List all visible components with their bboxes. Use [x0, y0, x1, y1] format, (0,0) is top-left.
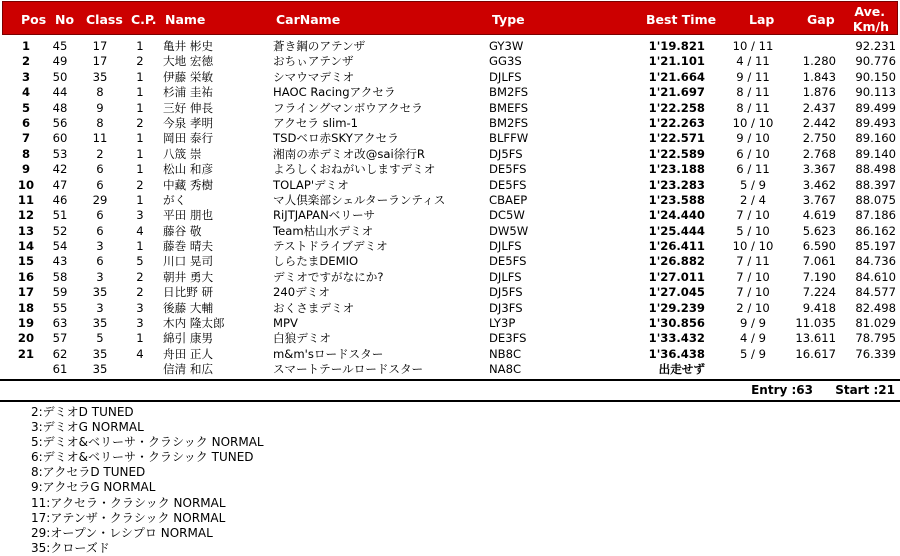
- cell-best: 1'23.283: [648, 177, 705, 192]
- start-count: Start :21: [835, 383, 895, 397]
- cell-cp: 1: [136, 131, 144, 146]
- cell-car: アクセラ slim-1: [273, 115, 359, 130]
- cell-pos: 21: [17, 346, 35, 361]
- cell-cp: 2: [136, 285, 144, 300]
- cell-class: 3: [96, 239, 104, 254]
- cell-gap: 9.418: [802, 300, 836, 315]
- cell-cp: 1: [136, 239, 144, 254]
- table-row: [0, 316, 900, 331]
- cell-gap: 3.767: [802, 192, 836, 207]
- cell-car: TSDベロ赤SKYアクセラ: [273, 131, 399, 146]
- table-row: [0, 239, 900, 254]
- cell-lap: 9 / 11: [736, 69, 770, 84]
- cell-gap: 11.035: [795, 316, 836, 331]
- cell-name: がく: [163, 192, 187, 207]
- cell-lap: 7 / 10: [736, 208, 770, 223]
- class-note: 9:アクセラG NORMAL: [31, 480, 156, 495]
- cell-lap: 10 / 10: [732, 115, 774, 130]
- cell-no: 47: [52, 177, 68, 192]
- cell-lap: 10 / 11: [732, 39, 774, 53]
- cell-car: おくさまデミオ: [273, 300, 355, 315]
- cell-car: 白狼デミオ: [273, 331, 331, 346]
- header-pos: Pos: [21, 12, 47, 27]
- class-legend: [31, 405, 264, 556]
- header-type: Type: [492, 12, 525, 27]
- cell-type: NA8C: [489, 362, 522, 377]
- cell-gap: 13.611: [795, 331, 836, 346]
- cell-type: NB8C: [489, 346, 522, 361]
- cell-ave: 89.493: [855, 115, 896, 130]
- cell-type: CBAEP: [489, 192, 528, 207]
- cell-no: 46: [52, 192, 68, 207]
- cell-name: 川口 晃司: [163, 254, 214, 269]
- cell-cp: 1: [136, 69, 144, 84]
- class-note: 29:オープン・レシプロ NORMAL: [31, 525, 213, 540]
- table-row: [0, 54, 900, 69]
- cell-name: 平田 朋也: [163, 208, 214, 223]
- cell-car: デミオですがなにか?: [273, 269, 384, 284]
- cell-car: MPV: [273, 316, 298, 331]
- cell-no: 61: [52, 362, 68, 377]
- cell-cp: 1: [136, 85, 144, 100]
- cell-best: 1'27.045: [648, 285, 705, 300]
- cell-class: 35: [92, 69, 108, 84]
- cell-gap: 2.437: [802, 100, 836, 115]
- cell-pos: 12: [17, 208, 35, 223]
- cell-lap: 5 / 9: [739, 177, 767, 192]
- table-row: [0, 147, 900, 162]
- cell-no: 54: [52, 239, 68, 254]
- cell-gap: 2.750: [802, 131, 836, 146]
- cell-type: BM2FS: [489, 115, 529, 130]
- table-row: [0, 347, 900, 362]
- cell-no: 43: [52, 254, 68, 269]
- cell-gap: 5.623: [802, 223, 836, 238]
- cell-name: 木内 隆太郎: [163, 316, 225, 331]
- cell-name: 今泉 孝明: [163, 115, 214, 130]
- cell-best: 出走せず: [658, 362, 705, 377]
- cell-name: 舟田 正人: [163, 346, 214, 361]
- cell-cp: 2: [136, 177, 144, 192]
- cell-class: 3: [96, 269, 104, 284]
- cell-class: 8: [96, 85, 104, 100]
- cell-no: 62: [52, 346, 68, 361]
- cell-car: おちぃアテンザ: [273, 54, 354, 69]
- cell-name: 日比野 研: [163, 285, 214, 300]
- table-row: [0, 116, 900, 131]
- cell-lap: 7 / 10: [736, 285, 770, 300]
- cell-cp: 1: [136, 331, 144, 346]
- table-row: [0, 101, 900, 116]
- header-best-time: Best Time: [646, 12, 717, 27]
- cell-pos: 3: [21, 69, 31, 84]
- cell-name: 松山 和彦: [163, 162, 214, 177]
- cell-name: 信清 和広: [163, 362, 214, 377]
- cell-ave: 92.231: [855, 39, 896, 53]
- cell-lap: 6 / 11: [736, 162, 770, 177]
- cell-car: スマートテールロードスター: [273, 362, 424, 377]
- cell-no: 49: [52, 54, 68, 69]
- cell-lap: 8 / 11: [736, 100, 770, 115]
- cell-lap: 5 / 10: [736, 223, 770, 238]
- table-row: [0, 39, 900, 54]
- cell-gap: 1.280: [802, 54, 836, 69]
- header-cp: C.P.: [131, 12, 157, 27]
- table-row: [0, 178, 900, 193]
- cell-gap: 3.462: [802, 177, 836, 192]
- cell-car: 240デミオ: [273, 285, 330, 300]
- cell-name: 亀井 彬史: [163, 39, 214, 53]
- class-note: 6:デミオ&ベリーサ・クラシック TUNED: [31, 450, 254, 465]
- cell-best: 1'26.882: [648, 254, 705, 269]
- cell-type: DJ5FS: [489, 285, 523, 300]
- cell-pos: 4: [21, 85, 31, 100]
- cell-name: 綿引 康男: [163, 331, 214, 346]
- cell-car: Team枯山水デミオ: [273, 223, 374, 238]
- cell-no: 60: [52, 131, 68, 146]
- cell-ave: 90.113: [855, 85, 896, 100]
- cell-type: DE3FS: [489, 331, 527, 346]
- cell-lap: 4 / 11: [736, 54, 770, 69]
- table-row: [0, 301, 900, 316]
- cell-best: 1'36.438: [648, 346, 705, 361]
- header-carname: CarName: [276, 12, 341, 27]
- cell-cp: 3: [136, 316, 144, 331]
- cell-no: 57: [52, 331, 68, 346]
- cell-type: LY3P: [489, 316, 516, 331]
- cell-pos: 5: [21, 100, 31, 115]
- cell-class: 6: [96, 162, 104, 177]
- cell-best: 1'22.258: [648, 100, 705, 115]
- cell-class: 35: [92, 362, 108, 377]
- cell-best: 1'21.664: [648, 69, 705, 84]
- header-no: No: [55, 12, 75, 27]
- cell-ave: 87.186: [855, 208, 896, 223]
- cell-class: 35: [92, 285, 108, 300]
- cell-no: 51: [52, 208, 68, 223]
- cell-type: DE5FS: [489, 254, 527, 269]
- cell-class: 6: [96, 177, 104, 192]
- cell-type: BLFFW: [489, 131, 529, 146]
- cell-type: GY3W: [489, 39, 524, 53]
- table-row: [0, 70, 900, 85]
- results-table-header: [2, 1, 898, 35]
- cell-type: GG3S: [489, 54, 522, 69]
- cell-class: 17: [92, 39, 108, 53]
- cell-no: 56: [52, 115, 68, 130]
- header-gap: Gap: [807, 12, 835, 27]
- table-row: [0, 208, 900, 223]
- table-row: [0, 131, 900, 146]
- cell-car: TOLAP'デミオ: [273, 177, 349, 192]
- cell-pos: 2: [21, 54, 31, 69]
- cell-car: 蒼き鋼のアテンザ: [273, 39, 366, 53]
- cell-no: 58: [52, 269, 68, 284]
- cell-name: 藤谷 敬: [163, 223, 202, 238]
- summary-divider: [0, 400, 900, 402]
- cell-best: 1'33.432: [648, 331, 705, 346]
- class-note: 17:アテンザ・クラシック NORMAL: [31, 510, 226, 525]
- cell-type: DJ3FS: [489, 300, 523, 315]
- cell-ave: 89.499: [855, 100, 896, 115]
- cell-gap: 6.590: [802, 239, 836, 254]
- table-row: [0, 85, 900, 100]
- cell-lap: 9 / 9: [739, 316, 767, 331]
- entry-count: Entry :63: [751, 383, 813, 397]
- cell-cp: 1: [136, 146, 144, 161]
- cell-type: DJ5FS: [489, 146, 523, 161]
- cell-name: 大地 宏徳: [163, 54, 214, 69]
- cell-lap: 6 / 10: [736, 146, 770, 161]
- cell-best: 1'22.571: [648, 131, 705, 146]
- cell-gap: 2.768: [802, 146, 836, 161]
- cell-pos: 20: [17, 331, 35, 346]
- cell-car: フライングマンボウアクセラ: [273, 100, 423, 115]
- cell-name: 朝井 勇大: [163, 269, 214, 284]
- cell-pos: 9: [21, 162, 31, 177]
- cell-best: 1'19.821: [648, 39, 705, 53]
- cell-car: RiJTJAPANベリーサ: [273, 208, 376, 223]
- table-row: [0, 270, 900, 285]
- cell-type: DW5W: [489, 223, 529, 238]
- cell-cp: 1: [136, 100, 144, 115]
- table-row: [0, 224, 900, 239]
- cell-class: 35: [92, 316, 108, 331]
- cell-pos: 1: [21, 39, 31, 53]
- cell-class: 9: [96, 100, 104, 115]
- cell-best: 1'30.856: [648, 316, 705, 331]
- cell-name: 八筬 崇: [163, 146, 202, 161]
- cell-best: 1'22.263: [648, 115, 705, 130]
- header-name: Name: [165, 12, 206, 27]
- cell-car: テストドライブデミオ: [273, 239, 388, 254]
- cell-pos: 17: [17, 285, 35, 300]
- cell-gap: 1.876: [802, 85, 836, 100]
- cell-gap: 7.224: [802, 285, 836, 300]
- cell-ave: 88.498: [855, 162, 896, 177]
- cell-cp: 3: [136, 300, 144, 315]
- cell-class: 6: [96, 208, 104, 223]
- cell-ave: 84.736: [855, 254, 896, 269]
- class-note: 2:デミオD TUNED: [31, 405, 134, 419]
- cell-ave: 78.795: [855, 331, 896, 346]
- cell-best: 1'23.188: [648, 162, 705, 177]
- table-row: [0, 162, 900, 177]
- class-note: 3:デミオG NORMAL: [31, 420, 144, 435]
- cell-class: 11: [92, 131, 108, 146]
- cell-name: 藤巻 晴夫: [163, 239, 214, 254]
- cell-class: 29: [92, 192, 108, 207]
- header-class: Class: [86, 12, 123, 27]
- cell-cp: 5: [136, 254, 144, 269]
- cell-best: 1'26.411: [648, 239, 705, 254]
- cell-ave: 76.339: [855, 346, 896, 361]
- cell-class: 2: [96, 146, 104, 161]
- cell-ave: 89.160: [855, 131, 896, 146]
- cell-name: 杉浦 圭祐: [163, 85, 214, 100]
- class-note: 11:アクセラ・クラシック NORMAL: [31, 495, 226, 510]
- results-table-body: [0, 39, 900, 378]
- cell-car: よろしくおねがいしますデミオ: [273, 162, 436, 177]
- cell-ave: 89.140: [855, 146, 896, 161]
- cell-best: 1'25.444: [648, 223, 705, 238]
- table-row: [0, 285, 900, 300]
- cell-lap: 10 / 10: [732, 239, 774, 254]
- cell-pos: 6: [21, 115, 31, 130]
- cell-no: 55: [52, 300, 68, 315]
- cell-gap: 1.843: [802, 69, 836, 84]
- cell-name: 中藏 秀樹: [163, 177, 214, 192]
- cell-class: 5: [96, 331, 104, 346]
- cell-lap: 5 / 9: [739, 346, 767, 361]
- cell-lap: 8 / 11: [736, 85, 770, 100]
- cell-class: 6: [96, 223, 104, 238]
- cell-pos: 19: [17, 316, 35, 331]
- cell-best: 1'29.239: [648, 300, 705, 315]
- table-row: [0, 254, 900, 269]
- cell-lap: 7 / 11: [736, 254, 770, 269]
- cell-class: 3: [96, 300, 104, 315]
- cell-no: 52: [52, 223, 68, 238]
- cell-name: 三好 伸長: [163, 100, 214, 115]
- cell-pos: 10: [17, 177, 35, 192]
- cell-ave: 88.075: [855, 192, 896, 207]
- cell-cp: 2: [136, 54, 144, 69]
- cell-lap: 9 / 10: [736, 131, 770, 146]
- cell-cp: 1: [136, 192, 144, 207]
- cell-car: マ人倶楽部シェルターランティス: [273, 192, 446, 207]
- class-note: 5:デミオ&ベリーサ・クラシック NORMAL: [31, 435, 264, 450]
- cell-ave: 82.498: [855, 300, 896, 315]
- cell-car: m&m'sロードスター: [273, 346, 384, 361]
- cell-pos: 14: [17, 239, 35, 254]
- cell-lap: 4 / 9: [739, 331, 767, 346]
- cell-lap: 2 / 4: [739, 192, 767, 207]
- cell-cp: 1: [136, 162, 144, 177]
- cell-ave: 84.610: [855, 269, 896, 284]
- cell-pos: 7: [21, 131, 31, 146]
- cell-type: BM2FS: [489, 85, 529, 100]
- cell-no: 50: [52, 69, 68, 84]
- cell-best: 1'24.440: [648, 208, 705, 223]
- cell-gap: 2.442: [802, 115, 836, 130]
- cell-pos: 8: [21, 146, 31, 161]
- cell-lap: 7 / 10: [736, 269, 770, 284]
- cell-pos: 11: [17, 192, 35, 207]
- cell-ave: 81.029: [855, 316, 896, 331]
- cell-type: DE5FS: [489, 177, 527, 192]
- cell-best: 1'22.589: [648, 146, 705, 161]
- cell-no: 42: [52, 162, 68, 177]
- cell-gap: 3.367: [802, 162, 836, 177]
- cell-no: 53: [52, 146, 68, 161]
- cell-type: BMEFS: [489, 100, 529, 115]
- cell-car: しらたまDEMIO: [273, 254, 359, 269]
- cell-no: 48: [52, 100, 68, 115]
- cell-class: 8: [96, 115, 104, 130]
- cell-gap: 16.617: [795, 346, 836, 361]
- cell-gap: 4.619: [802, 208, 836, 223]
- table-bottom-divider: [0, 379, 900, 381]
- cell-best: 1'21.101: [648, 54, 705, 69]
- cell-name: 岡田 泰行: [163, 131, 214, 146]
- cell-class: 6: [96, 254, 104, 269]
- header-ave: Ave.: [854, 4, 885, 19]
- cell-best: 1'21.697: [648, 85, 705, 100]
- cell-type: DJLFS: [489, 69, 522, 84]
- cell-pos: 15: [17, 254, 35, 269]
- cell-lap: 2 / 10: [736, 300, 770, 315]
- cell-no: 45: [52, 39, 68, 53]
- cell-cp: 3: [136, 208, 144, 223]
- cell-cp: 1: [136, 39, 144, 53]
- cell-no: 59: [52, 285, 68, 300]
- entry-summary: [733, 383, 895, 397]
- cell-ave: 84.577: [855, 285, 896, 300]
- cell-class: 17: [92, 54, 108, 69]
- cell-name: 後藤 大輔: [163, 300, 214, 315]
- class-note: 8:アクセラD TUNED: [31, 465, 146, 480]
- cell-cp: 2: [136, 269, 144, 284]
- cell-cp: 4: [136, 223, 144, 238]
- cell-pos: 16: [17, 269, 35, 284]
- header-lap: Lap: [749, 12, 775, 27]
- cell-car: HAOC Racingアクセラ: [273, 85, 396, 100]
- cell-type: DE5FS: [489, 162, 527, 177]
- cell-ave: 88.397: [855, 177, 896, 192]
- cell-ave: 86.162: [855, 223, 896, 238]
- table-row: [0, 331, 900, 346]
- cell-ave: 90.776: [855, 54, 896, 69]
- cell-gap: 7.190: [802, 269, 836, 284]
- cell-type: DC5W: [489, 208, 525, 223]
- class-note: 35:クローズド: [31, 540, 110, 555]
- cell-gap: 7.061: [802, 254, 836, 269]
- header-ave-unit: Km/h: [852, 19, 889, 34]
- cell-cp: 2: [136, 115, 144, 130]
- cell-best: 1'27.011: [648, 269, 705, 284]
- cell-type: DJLFS: [489, 269, 522, 284]
- table-row: [0, 193, 900, 208]
- cell-ave: 85.197: [855, 239, 896, 254]
- cell-no: 63: [52, 316, 68, 331]
- cell-car: シマウマデミオ: [273, 69, 355, 84]
- cell-pos: 13: [17, 223, 35, 238]
- cell-ave: 90.150: [855, 69, 896, 84]
- cell-name: 伊藤 栄敏: [163, 69, 214, 84]
- cell-cp: 4: [136, 346, 144, 361]
- table-row: [0, 362, 900, 377]
- cell-pos: 18: [17, 300, 35, 315]
- cell-car: 湘南の赤デミオ改@sai徐行R: [273, 146, 425, 161]
- cell-type: DJLFS: [489, 239, 522, 254]
- cell-best: 1'23.588: [648, 192, 705, 207]
- cell-no: 44: [52, 85, 68, 100]
- cell-class: 35: [92, 346, 108, 361]
